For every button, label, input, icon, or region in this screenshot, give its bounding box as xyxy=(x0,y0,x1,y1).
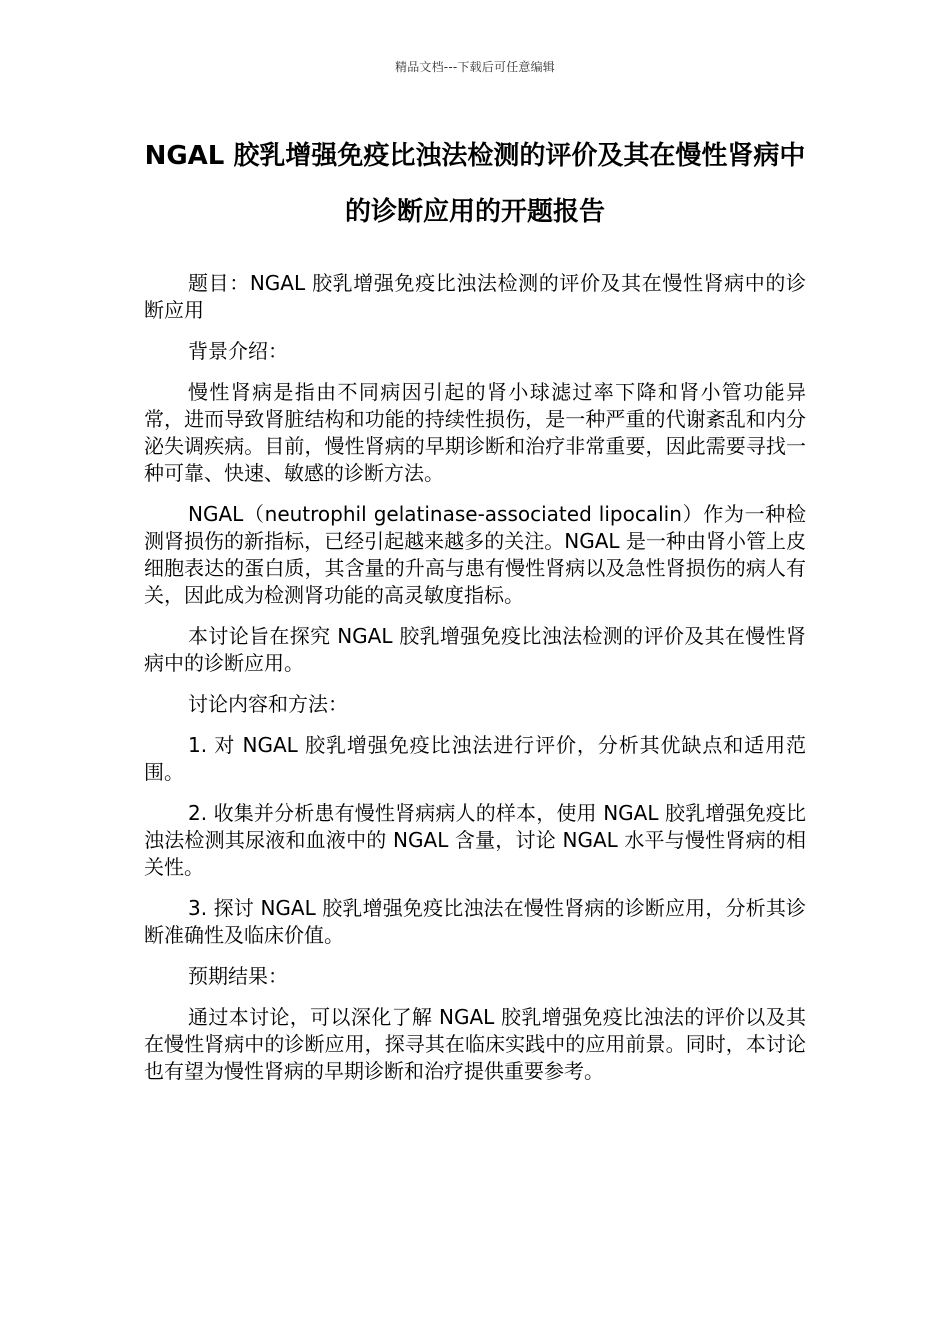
header-note: 精品文档---下载后可任意编辑 xyxy=(395,60,555,74)
section-heading-methods: 讨论内容和方法： xyxy=(188,692,348,716)
section-heading-background: 背景介绍： xyxy=(188,339,288,363)
paragraph-study-aim: 本讨论旨在探究 NGAL 胶乳增强免疫比浊法检测的评价及其在慢性肾病中的诊断应用。 xyxy=(144,624,806,675)
document-title: NGAL 胶乳增强免疫比浊法检测的评价及其在慢性肾病中的诊断应用的开题报告 xyxy=(144,141,806,227)
document-body xyxy=(144,270,806,1099)
section-heading-expected-results: 预期结果： xyxy=(188,964,288,988)
paragraph-background-ckd: 慢性肾病是指由不同病因引起的肾小球滤过率下降和肾小管功能异常，进而导致肾脏结构和功能的持续性损伤，是一种严重的代谢紊乱和内分泌失调疾病。目前，慢性肾病的早期诊断和治疗非常重要，因此需要寻找一种可靠、快速、敏感的诊断方法。 xyxy=(144,380,806,485)
paragraph-expected-results: 通过本讨论，可以深化了解 NGAL 胶乳增强免疫比浊法的评价以及其在慢性肾病中的诊断应用，探寻其在临床实践中的应用前景。同时，本讨论也有望为慢性肾病的早期诊断和治疗提供重要参考。 xyxy=(144,1005,806,1083)
method-item-2: 2. 收集并分析患有慢性肾病病人的样本，使用 NGAL 胶乳增强免疫比浊法检测其尿液和血液中的 NGAL 含量，讨论 NGAL 水平与慢性肾病的相关性。 xyxy=(144,801,806,879)
paragraph-background-ngal: NGAL（neutrophil gelatinase-associated lipocalin）作为一种检测肾损伤的新指标，已经引起越来越多的关注。NGAL 是一种由肾小管上皮细胞表达的蛋白质，其含量的升高与患有慢性肾病以及急性肾损伤的病人有关，因此成为检测肾功能的高灵敏度指标。 xyxy=(144,502,806,607)
method-item-3: 3. 探讨 NGAL 胶乳增强免疫比浊法在慢性肾病的诊断应用，分析其诊断准确性及临床价值。 xyxy=(144,896,806,947)
paragraph-topic: 题目：NGAL 胶乳增强免疫比浊法检测的评价及其在慢性肾病中的诊断应用 xyxy=(144,271,806,322)
method-item-1: 1. 对 NGAL 胶乳增强免疫比浊法进行评价，分析其优缺点和适用范围。 xyxy=(144,733,806,784)
